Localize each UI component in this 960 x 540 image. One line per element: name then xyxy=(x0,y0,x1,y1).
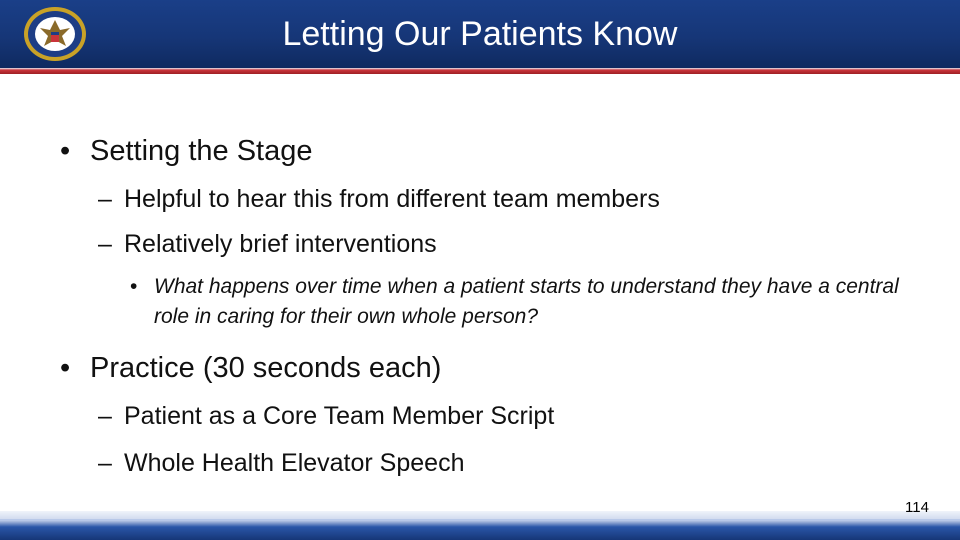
slide-title: Letting Our Patients Know xyxy=(282,15,678,53)
dash-marker: – xyxy=(98,185,112,213)
slide-footer-bar xyxy=(0,511,960,540)
sub-sub-bullet-text: What happens over time when a patient starts to understand they have a central role in caring for their own whole person? xyxy=(154,275,899,328)
bullet-text: Setting the Stage xyxy=(90,135,313,167)
dash-marker: – xyxy=(98,230,112,258)
sub-bullet-text: Whole Health Elevator Speech xyxy=(124,449,465,477)
footer-rule xyxy=(0,519,960,521)
page-number: 114 xyxy=(905,499,929,516)
sub-bullet-elevator-speech xyxy=(98,448,464,478)
bullet-marker: • xyxy=(60,135,71,167)
dash-marker: – xyxy=(98,402,112,430)
sub-bullet-text: Helpful to hear this from different team members xyxy=(124,185,660,213)
dash-marker: – xyxy=(98,449,112,477)
bullet-marker: • xyxy=(60,352,71,384)
sub-bullet-text: Relatively brief interventions xyxy=(124,230,437,258)
sub-bullet-core-team-script xyxy=(98,401,554,431)
sub-bullet-brief xyxy=(98,229,437,259)
sub-bullet-helpful xyxy=(98,184,660,214)
sub-bullet-text: Patient as a Core Team Member Script xyxy=(124,402,555,430)
bullet-text: Practice (30 seconds each) xyxy=(90,352,442,384)
bullet-marker: • xyxy=(130,275,138,298)
